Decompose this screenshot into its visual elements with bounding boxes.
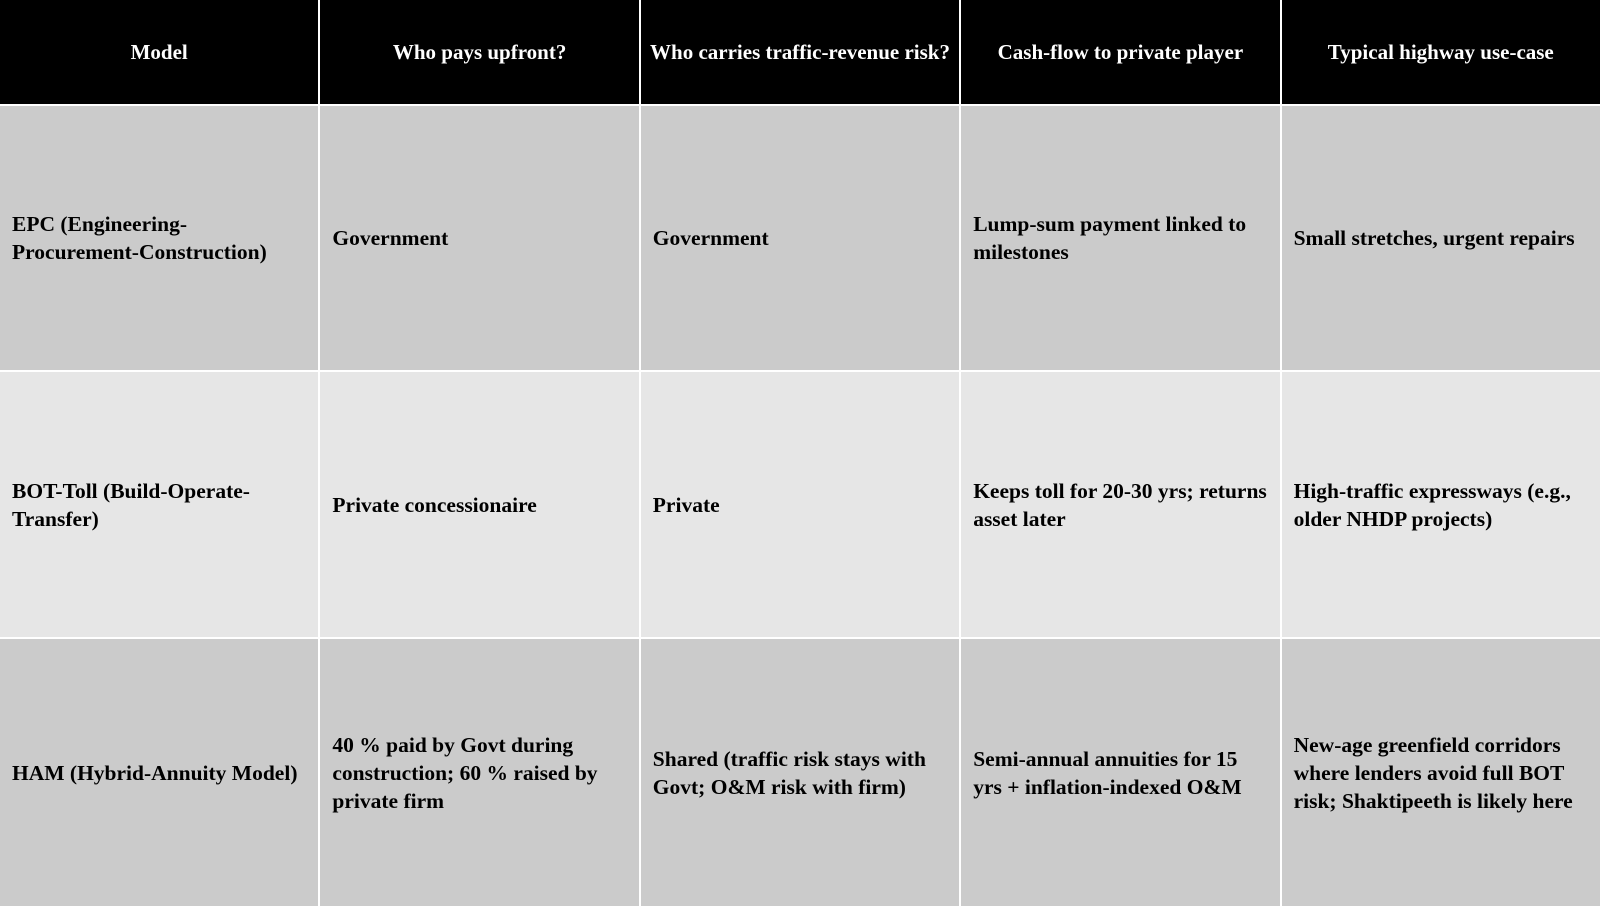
header-model: Model (0, 0, 318, 104)
table-cell-model: BOT-Toll (Build-Operate-Transfer) (0, 372, 318, 637)
table-cell-cash-flow: Semi-annual annuities for 15 yrs + inflation-indexed O&M (961, 639, 1279, 906)
table-cell-risk: Government (641, 106, 959, 370)
table-cell-who-pays: Government (320, 106, 638, 370)
table-cell-who-pays: 40 % paid by Govt during construction; 60 % raised by private firm (320, 639, 638, 906)
table-cell-cash-flow: Keeps toll for 20-30 yrs; returns asset later (961, 372, 1279, 637)
table-cell-risk: Shared (traffic risk stays with Govt; O&M risk with firm) (641, 639, 959, 906)
table-cell-use-case: New-age greenfield corridors where lenders avoid full BOT risk; Shaktipeeth is likely here (1282, 639, 1600, 906)
header-cash-flow: Cash-flow to private player (961, 0, 1279, 104)
header-who-pays-upfront: Who pays upfront? (320, 0, 638, 104)
header-use-case: Typical highway use-case (1282, 0, 1600, 104)
table-cell-model: HAM (Hybrid-Annuity Model) (0, 639, 318, 906)
table-cell-cash-flow: Lump-sum payment linked to milestones (961, 106, 1279, 370)
table-cell-who-pays: Private concessionaire (320, 372, 638, 637)
table-cell-use-case: Small stretches, urgent repairs (1282, 106, 1600, 370)
table-cell-model: EPC (Engineering-Procurement-Construction) (0, 106, 318, 370)
header-traffic-revenue-risk: Who carries traffic-revenue risk? (641, 0, 959, 104)
table-cell-risk: Private (641, 372, 959, 637)
table-cell-use-case: High-traffic expressways (e.g., older NHDP projects) (1282, 372, 1600, 637)
